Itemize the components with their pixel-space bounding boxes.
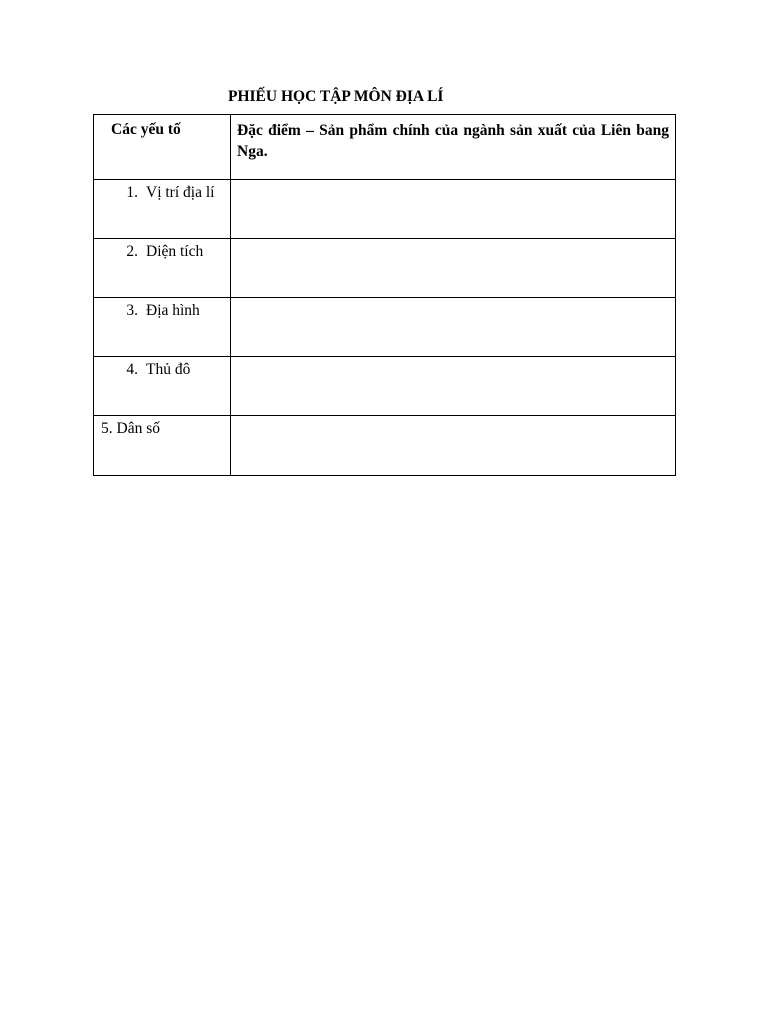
factor-label: Diện tích <box>146 243 204 260</box>
factor-cell <box>94 298 231 357</box>
table-row <box>94 416 676 476</box>
table-row <box>94 180 676 239</box>
row-number: 2. <box>126 243 138 260</box>
factor-cell <box>94 180 231 239</box>
answer-cell <box>231 180 676 239</box>
factor-cell <box>94 416 231 476</box>
worksheet-table <box>93 114 676 476</box>
answer-cell <box>231 239 676 298</box>
factor-label: Thủ đô <box>146 361 191 378</box>
header-cell-characteristics <box>231 115 676 180</box>
factor-cell <box>94 357 231 416</box>
table-row <box>94 357 676 416</box>
answer-cell <box>231 416 676 476</box>
table-row <box>94 239 676 298</box>
header-characteristics-label: Đặc điểm – Sản phẩm chính của ngành sản xuất của Liên bang Nga. <box>237 122 669 160</box>
answer-cell <box>231 357 676 416</box>
factor-label: 5. Dân số <box>101 420 160 437</box>
header-factors-label: Các yếu tố <box>111 121 181 138</box>
row-number: 1. <box>126 184 138 201</box>
answer-cell <box>231 298 676 357</box>
header-cell-factors <box>94 115 231 180</box>
row-number: 3. <box>126 302 138 319</box>
row-number: 4. <box>126 361 138 378</box>
factor-cell <box>94 239 231 298</box>
document-title: PHIẾU HỌC TẬP MÔN ĐỊA LÍ <box>228 88 444 105</box>
table-header-row <box>94 115 676 180</box>
factor-label: Địa hình <box>146 302 200 319</box>
table-row <box>94 298 676 357</box>
factor-label: Vị trí địa lí <box>146 184 215 201</box>
